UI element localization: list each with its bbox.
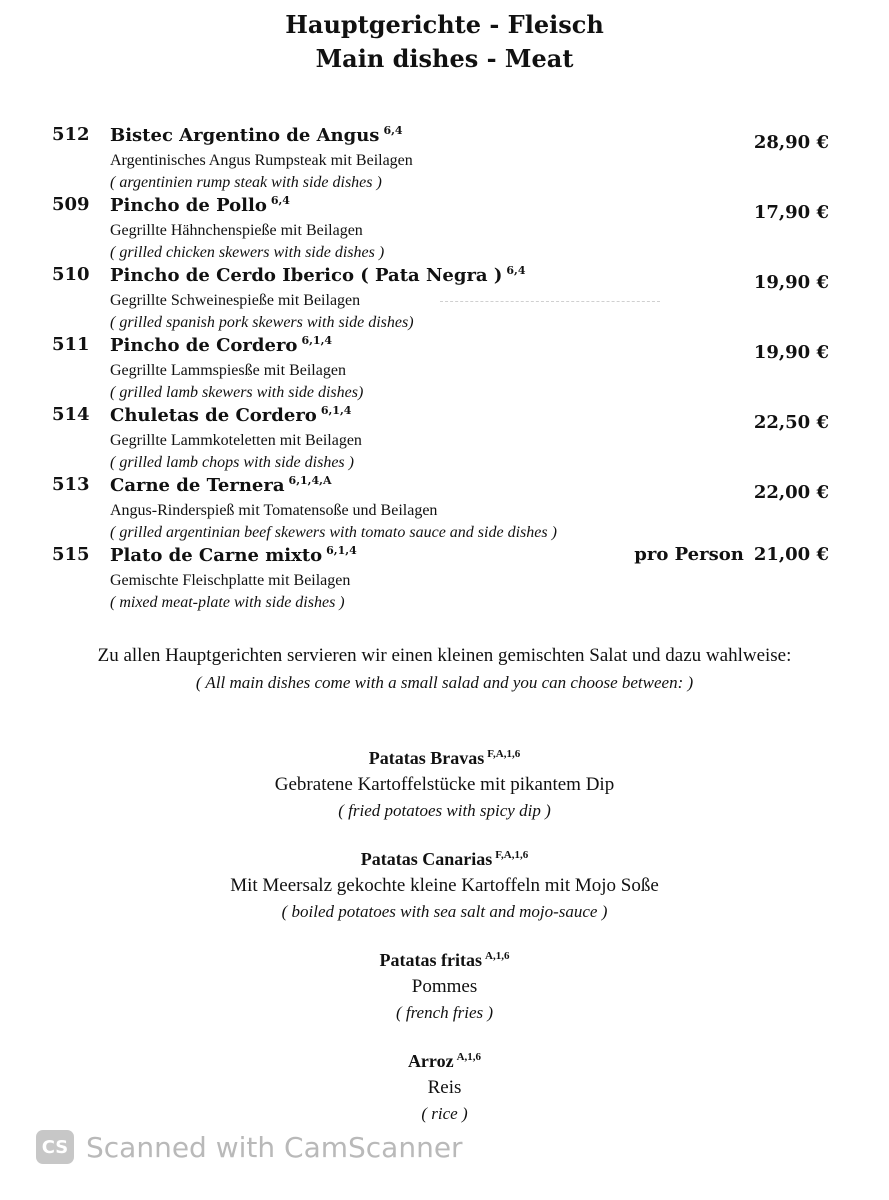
dish-description-de: Gegrillte Schweinespieße mit Beilagen bbox=[110, 292, 361, 309]
dish-name: Bistec Argentino de Angus $^{6,4}$ bbox=[110, 124, 403, 146]
dish-item bbox=[0, 400, 889, 470]
dish-description-en: ( grilled chicken skewers with side dishes ) bbox=[110, 244, 385, 261]
scanner-watermark bbox=[36, 1130, 463, 1164]
dish-name: Plato de Carne mixto $^{6,1,4}$ bbox=[110, 544, 357, 566]
price-prefix: pro Person bbox=[634, 544, 744, 565]
dish-description-de: Argentinisches Angus Rumpsteak mit Beilagen bbox=[110, 152, 413, 169]
side-description-en: ( fried potatoes with spicy dip ) bbox=[338, 801, 551, 820]
side-item bbox=[0, 1043, 889, 1144]
dish-item bbox=[0, 120, 889, 190]
dish-description-en: ( grilled lamb skewers with side dishes) bbox=[110, 384, 364, 401]
allergen-codes: 6,1,4 bbox=[320, 404, 352, 417]
allergen-codes: 6,1,4 bbox=[326, 544, 357, 557]
dish-number: 514 bbox=[52, 404, 90, 425]
side-name: Arroz $^{A,1,6}$ bbox=[407, 1051, 482, 1071]
dish-description-en: ( mixed meat-plate with side dishes ) bbox=[110, 594, 345, 611]
side-dish-note bbox=[0, 644, 889, 696]
dish-name: Pincho de Pollo $^{6,4}$ bbox=[110, 194, 290, 216]
dish-item bbox=[0, 470, 889, 540]
side-description-de: Gebratene Kartoffelstücke mit pikantem Dip bbox=[274, 774, 615, 795]
dish-description-en: ( argentinien rump steak with side dishes ) bbox=[110, 174, 382, 191]
dish-description-de: Gemischte Fleischplatte mit Beilagen bbox=[110, 572, 351, 589]
allergen-codes: 6,4 bbox=[506, 264, 526, 277]
side-dish-list bbox=[0, 740, 889, 1144]
side-item bbox=[0, 841, 889, 942]
side-description-de: Reis bbox=[427, 1077, 462, 1098]
dish-description-de: Gegrillte Lammspiesße mit Beilagen bbox=[110, 362, 346, 379]
side-description-de: Mit Meersalz gekochte kleine Kartoffeln mit Mojo Soße bbox=[230, 875, 659, 896]
side-name: Patatas Bravas $^{F,A,1,6}$ bbox=[368, 748, 521, 768]
side-description-en: ( rice ) bbox=[421, 1104, 468, 1123]
dish-description-en: ( grilled lamb chops with side dishes ) bbox=[110, 454, 354, 471]
side-name: Patatas Canarias $^{F,A,1,6}$ bbox=[360, 849, 529, 869]
dish-price: 22,00 € bbox=[753, 482, 829, 503]
side-description-de: Pommes bbox=[411, 976, 478, 997]
dish-number: 515 bbox=[52, 544, 90, 565]
dish-number: 511 bbox=[52, 334, 90, 355]
scan-artifact bbox=[440, 301, 660, 302]
side-description-en: ( boiled potatoes with sea salt and mojo-sauce ) bbox=[281, 902, 608, 921]
side-item bbox=[0, 740, 889, 841]
dish-number: 509 bbox=[52, 194, 90, 215]
allergen-codes: 6,1,4 bbox=[301, 334, 333, 347]
dish-price: 28,90 € bbox=[753, 132, 829, 153]
dish-name: Pincho de Cordero $^{6,1,4}$ bbox=[110, 334, 333, 356]
note-de: Zu allen Hauptgerichten servieren wir einen kleinen gemischten Salat und dazu wahlweise: bbox=[97, 645, 792, 666]
allergen-codes: 6,4 bbox=[383, 124, 403, 137]
dish-price: pro Person 21,00 € bbox=[634, 544, 829, 565]
camscanner-logo-icon: CS bbox=[36, 1130, 74, 1164]
dish-name: Chuletas de Cordero $^{6,1,4}$ bbox=[110, 404, 352, 426]
dish-description-de: Gegrillte Lammkoteletten mit Beilagen bbox=[110, 432, 362, 449]
allergen-codes: 6,4 bbox=[270, 194, 290, 207]
allergen-codes: A,1,6 bbox=[485, 950, 510, 962]
dish-item bbox=[0, 260, 889, 330]
side-name: Patatas fritas $^{A,1,6}$ bbox=[379, 950, 510, 970]
dish-item bbox=[0, 330, 889, 400]
dish-description-en: ( grilled spanish pork skewers with side dishes) bbox=[110, 314, 414, 331]
dish-price: 22,50 € bbox=[753, 412, 829, 433]
dish-price: 19,90 € bbox=[753, 342, 829, 363]
dish-list bbox=[0, 120, 889, 610]
note-en: ( All main dishes come with a small salad and you can choose between: ) bbox=[195, 673, 694, 692]
page-title-de: Hauptgerichte - Fleisch bbox=[285, 10, 604, 39]
dish-description-de: Gegrillte Hähnchenspieße mit Beilagen bbox=[110, 222, 363, 239]
menu-header bbox=[0, 8, 889, 76]
dish-number: 513 bbox=[52, 474, 90, 495]
side-item bbox=[0, 942, 889, 1043]
dish-number: 510 bbox=[52, 264, 90, 285]
allergen-codes: A,1,6 bbox=[456, 1051, 482, 1063]
watermark-text: Scanned with CamScanner bbox=[86, 1130, 463, 1164]
dish-item bbox=[0, 540, 889, 610]
allergen-codes: F,A,1,6 bbox=[495, 849, 529, 861]
dish-price: 19,90 € bbox=[753, 272, 829, 293]
allergen-codes: F,A,1,6 bbox=[487, 748, 521, 760]
allergen-codes: 6,1,4,A bbox=[288, 474, 332, 487]
dish-price: 17,90 € bbox=[753, 202, 829, 223]
page-title-en: Main dishes - Meat bbox=[315, 44, 574, 73]
dish-name: Pincho de Cerdo Iberico ( Pata Negra ) $^{6,4}$ bbox=[110, 264, 526, 286]
dish-name: Carne de Ternera $^{6,1,4,A}$ bbox=[110, 474, 332, 496]
dish-description-de: Angus-Rinderspieß mit Tomatensoße und Beilagen bbox=[110, 502, 438, 519]
dish-description-en: ( grilled argentinian beef skewers with tomato sauce and side dishes ) bbox=[110, 524, 557, 541]
dish-item bbox=[0, 190, 889, 260]
dish-number: 512 bbox=[52, 124, 90, 145]
side-description-en: ( french fries ) bbox=[395, 1003, 494, 1022]
